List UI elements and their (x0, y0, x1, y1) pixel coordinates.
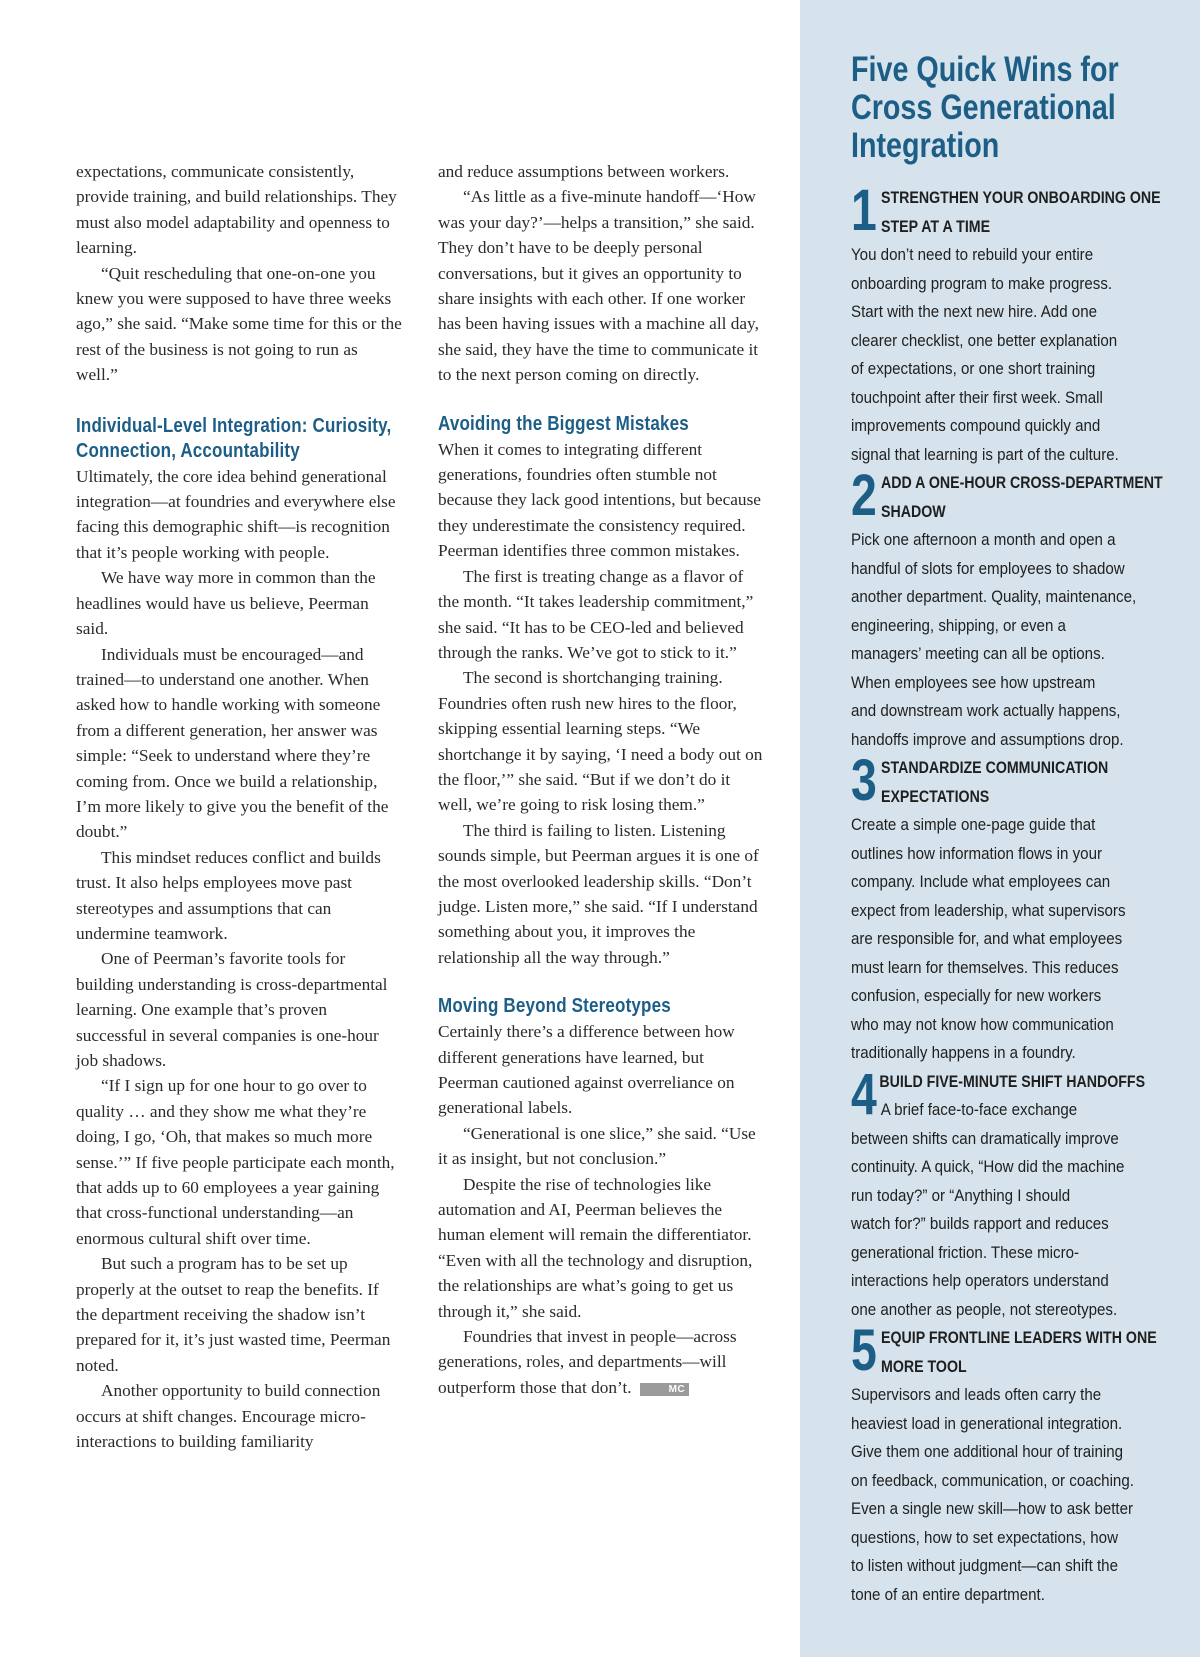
section-heading-beyond-stereotypes: Moving Beyond Stereotypes (438, 995, 671, 1018)
tip-3 (851, 748, 1157, 1068)
tip-body-line: continuity. A quick, “How did the machine (851, 1157, 1125, 1176)
tip-body-line: confusion, especially for new workers (851, 986, 1102, 1005)
tip-title-line: ADD A ONE-HOUR CROSS-DEPARTMENT (881, 474, 1163, 492)
paragraph: The third is failing to listen. Listening sounds simple, but Peerman argues it is one of the most overlooked leadership skills. “Don’t judge. Listen more,” she said. “If I understand something about you, it improves the relationship all the way through.” (438, 820, 759, 967)
paragraph: Another opportunity to build connection occurs at shift changes. Encourage micro-interactions to building familiarity (76, 1381, 381, 1452)
tip-body-line: are responsible for, and what employees (851, 929, 1123, 948)
tip-title (881, 754, 1200, 811)
tip-body-line: run today?” or “Anything I should (851, 1185, 1071, 1205)
tip-number: 2 (851, 463, 877, 528)
paragraph: Despite the rise of technologies like automation and AI, Peerman believes the human element will remain the differentiator. “Even with all the technology and disruption, the relationships are what’s going to get us through it,” she said. (438, 1174, 753, 1321)
section-heading-biggest-mistakes: Avoiding the Biggest Mistakes (438, 412, 689, 435)
tip-title-line: STEP AT A TIME (881, 217, 991, 236)
tip-body-line: signal that learning is part of the culture. (851, 444, 1119, 464)
tip-header (851, 463, 1163, 528)
tip-body-line: Create a simple one-page guide that (851, 815, 1096, 834)
tip-body-line: improvements compound quickly and (851, 416, 1101, 435)
tip-body-line: handoffs improve and assumptions drop. (851, 729, 1124, 749)
paragraph: “As little as a five-minute handoff—‘How was your day?’—helps a transition,” she said. They don’t have to be deeply personal conversations, but it gives an opportunity to share insights with each other. If one worker has been having issues with a machine all day, she said, they have the time to communicate it to the next person coming on directly. (438, 187, 759, 385)
paragraph: Ultimately, the core idea behind generational integration—at foundries and everywhere else facing this demographic shift—is recognition that it’s people working with people. (76, 466, 396, 562)
tip-body-line: A brief face-to-face exchange (880, 1100, 1078, 1119)
article-column-1 (76, 159, 402, 1455)
paragraph-final-text: Foundries that invest in people—across generations, roles, and departments—will outperform those that don’t. (438, 1327, 737, 1397)
tip-body-line: on feedback, communication, or coaching. (851, 1470, 1134, 1490)
paragraph: Certainly there’s a difference between how different generations have learned, but Peerman cautioned against overreliance on generational labels. (438, 1022, 735, 1118)
tip-4 (851, 1061, 1157, 1325)
tip-number: 5 (851, 1318, 877, 1383)
tip-body-line: Pick one afternoon a month and open a (851, 530, 1116, 549)
tip-body-line: Even a single new skill—how to ask better (851, 1499, 1134, 1518)
tip-title-line: STRENGTHEN YOUR ONBOARDING ONE (881, 189, 1161, 207)
tip-title-line: BUILD FIVE-MINUTE SHIFT HANDOFFS (879, 1072, 1146, 1091)
tip-body-line: watch for?” builds rapport and reduces (851, 1214, 1109, 1233)
paragraph: When it comes to integrating different generations, foundries often stumble not because they lack good intentions, but because they underestimate the consistency required. Peerman identifies three common mistakes. (438, 439, 761, 561)
tip-body-line: engineering, shipping, or even a (851, 615, 1066, 635)
tip-title-line: EXPECTATIONS (881, 787, 990, 806)
paragraph: The second is shortchanging training. Foundries often rush new hires to the floor, skipping essential learning steps. “We shortchange it by saying, ‘I need a body out on the floor,’” she said. “But if we don’t do it well, we’re going to risk losing them.” (438, 668, 763, 815)
tip-body-line: Give them one additional hour of training (851, 1442, 1124, 1461)
tip-body-line: to listen without judgment—can shift the (851, 1556, 1118, 1575)
tip-body-line: must learn for themselves. This reduces (851, 957, 1119, 977)
tip-2 (851, 463, 1163, 754)
tip-body-line: Supervisors and leads often carry the (851, 1385, 1102, 1404)
tip-body-line: managers’ meeting can all be options. (851, 644, 1105, 663)
tip-number: 4 (851, 1061, 877, 1127)
tip-body-line: one another as people, not stereotypes. (851, 1299, 1118, 1319)
tip-header (851, 178, 1161, 243)
article-column-2 (438, 159, 766, 1400)
tip-body (851, 526, 1159, 754)
paragraph-final (438, 1324, 766, 1400)
tip-number: 1 (851, 178, 877, 243)
tip-body-line: interactions help operators understand (851, 1271, 1109, 1290)
tip-5 (851, 1318, 1157, 1609)
tip-title-line: SHADOW (881, 502, 946, 521)
tip-1 (851, 178, 1161, 469)
tip-body-line: Start with the next new hire. Add one (851, 302, 1097, 321)
paragraph: “Quit rescheduling that one-on-one you knew you were supposed to have three weeks ago,” she said. “Make some time for this or the rest of the business is not going to run as well.” (76, 263, 402, 385)
tip-number: 3 (851, 748, 877, 813)
tip-body-line: outlines how information flows in your (851, 843, 1103, 863)
paragraph: Individuals must be encouraged—and trained—to understand one another. When asked how to handle working with someone from a different generation, her answer was simple: “Seek to understand where they’re coming from. Once we build a relationship, I’m more likely to give you the benefit of the doubt.” (76, 644, 389, 842)
paragraph: But such a program has to be set up properly at the outset to reap the benefits. If the department receiving the shadow isn’t prepared for it, it’s just wasted time, Peerman noted. (76, 1254, 391, 1375)
section-heading-individual-integration: Individual-Level Integration: Curiosity, Connection, Accountability (76, 414, 392, 462)
tip-header (851, 1318, 1157, 1383)
tip-header (851, 748, 1157, 813)
paragraph: The first is treating change as a flavor of the month. “It takes leadership commitment,” she said. “It has to be CEO-led and believed through the ranks. We’ve got to stick to it.” (438, 566, 754, 662)
tip-body-line: onboarding program to make progress. (851, 273, 1113, 293)
tip-body-line: another department. Quality, maintenance, (851, 587, 1137, 606)
paragraph: This mindset reduces conflict and builds trust. It also helps employees move past stereotypes and assumptions that can undermine teamwork. (76, 847, 381, 943)
tip-body-line: traditionally happens in a foundry. (851, 1043, 1076, 1062)
paragraph: We have way more in common than the headlines would have us believe, Peerman said. (76, 568, 376, 639)
tip-body-line: You don’t need to rebuild your entire (851, 245, 1094, 264)
tip-title-line: MORE TOOL (881, 1357, 967, 1376)
tip-body-line: When employees see how upstream (851, 672, 1096, 692)
sidebar-content (851, 50, 1163, 1609)
tip-body-line: clearer checklist, one better explanation (851, 330, 1118, 350)
tip-body-line: of expectations, or one short training (851, 359, 1096, 378)
tip-body-line: generational friction. These micro- (851, 1242, 1080, 1262)
tip-body-line: tone of an entire department. (851, 1584, 1045, 1604)
tip-body-line: handful of slots for employees to shadow (851, 558, 1125, 578)
paragraph: “Generational is one slice,” she said. “Use it as insight, but not conclusion.” (438, 1123, 756, 1169)
sidebar-title: Five Quick Wins for Cross Generational Integration (851, 50, 1119, 165)
tip-body-line: expect from leadership, what supervisors (851, 900, 1126, 920)
tip-body-line: company. Include what employees can (851, 872, 1111, 891)
tip-body-line: and downstream work actually happens, (851, 701, 1121, 720)
tip-title-line: STANDARDIZE COMMUNICATION (881, 759, 1109, 777)
tip-body (851, 811, 1159, 1068)
paragraph: One of Peerman’s favorite tools for building understanding is cross-departmental learning. One example that’s proven successful in several companies is one-hour job shadows. (76, 949, 388, 1070)
paragraph: expectations, communicate consistently, provide training, and build relationships. They must also model adaptability and openness to learning. (76, 162, 397, 258)
tip-body-line: between shifts can dramatically improve (851, 1128, 1119, 1148)
tip-body-line: heaviest load in generational integration. (851, 1413, 1123, 1433)
tip-title (881, 469, 1200, 526)
tip-body (851, 1096, 1159, 1324)
tip-title-line: EQUIP FRONTLINE LEADERS WITH ONE (881, 1329, 1157, 1347)
sidebar-quick-wins (800, 0, 1200, 1657)
tip-body (851, 1381, 1159, 1609)
tip-body-line: who may not know how communication (851, 1014, 1114, 1034)
end-mark-badge: MC (640, 1383, 690, 1396)
paragraph: and reduce assumptions between workers. (438, 162, 730, 181)
tip-body-line: touchpoint after their first week. Small (851, 387, 1103, 407)
paragraph: “If I sign up for one hour to go over to quality … and they show me what they’re doing, I go, ‘Oh, that makes so much more sense.’” If five people participate each month, that adds up to 60 employees a year gaining that cross-functional understanding—an enormous cultural shift over time. (76, 1076, 395, 1248)
tip-body-line: questions, how to set expectations, how (851, 1527, 1118, 1547)
tip-title (881, 1324, 1200, 1381)
tip-body (851, 241, 1159, 469)
tip-title (881, 184, 1200, 241)
